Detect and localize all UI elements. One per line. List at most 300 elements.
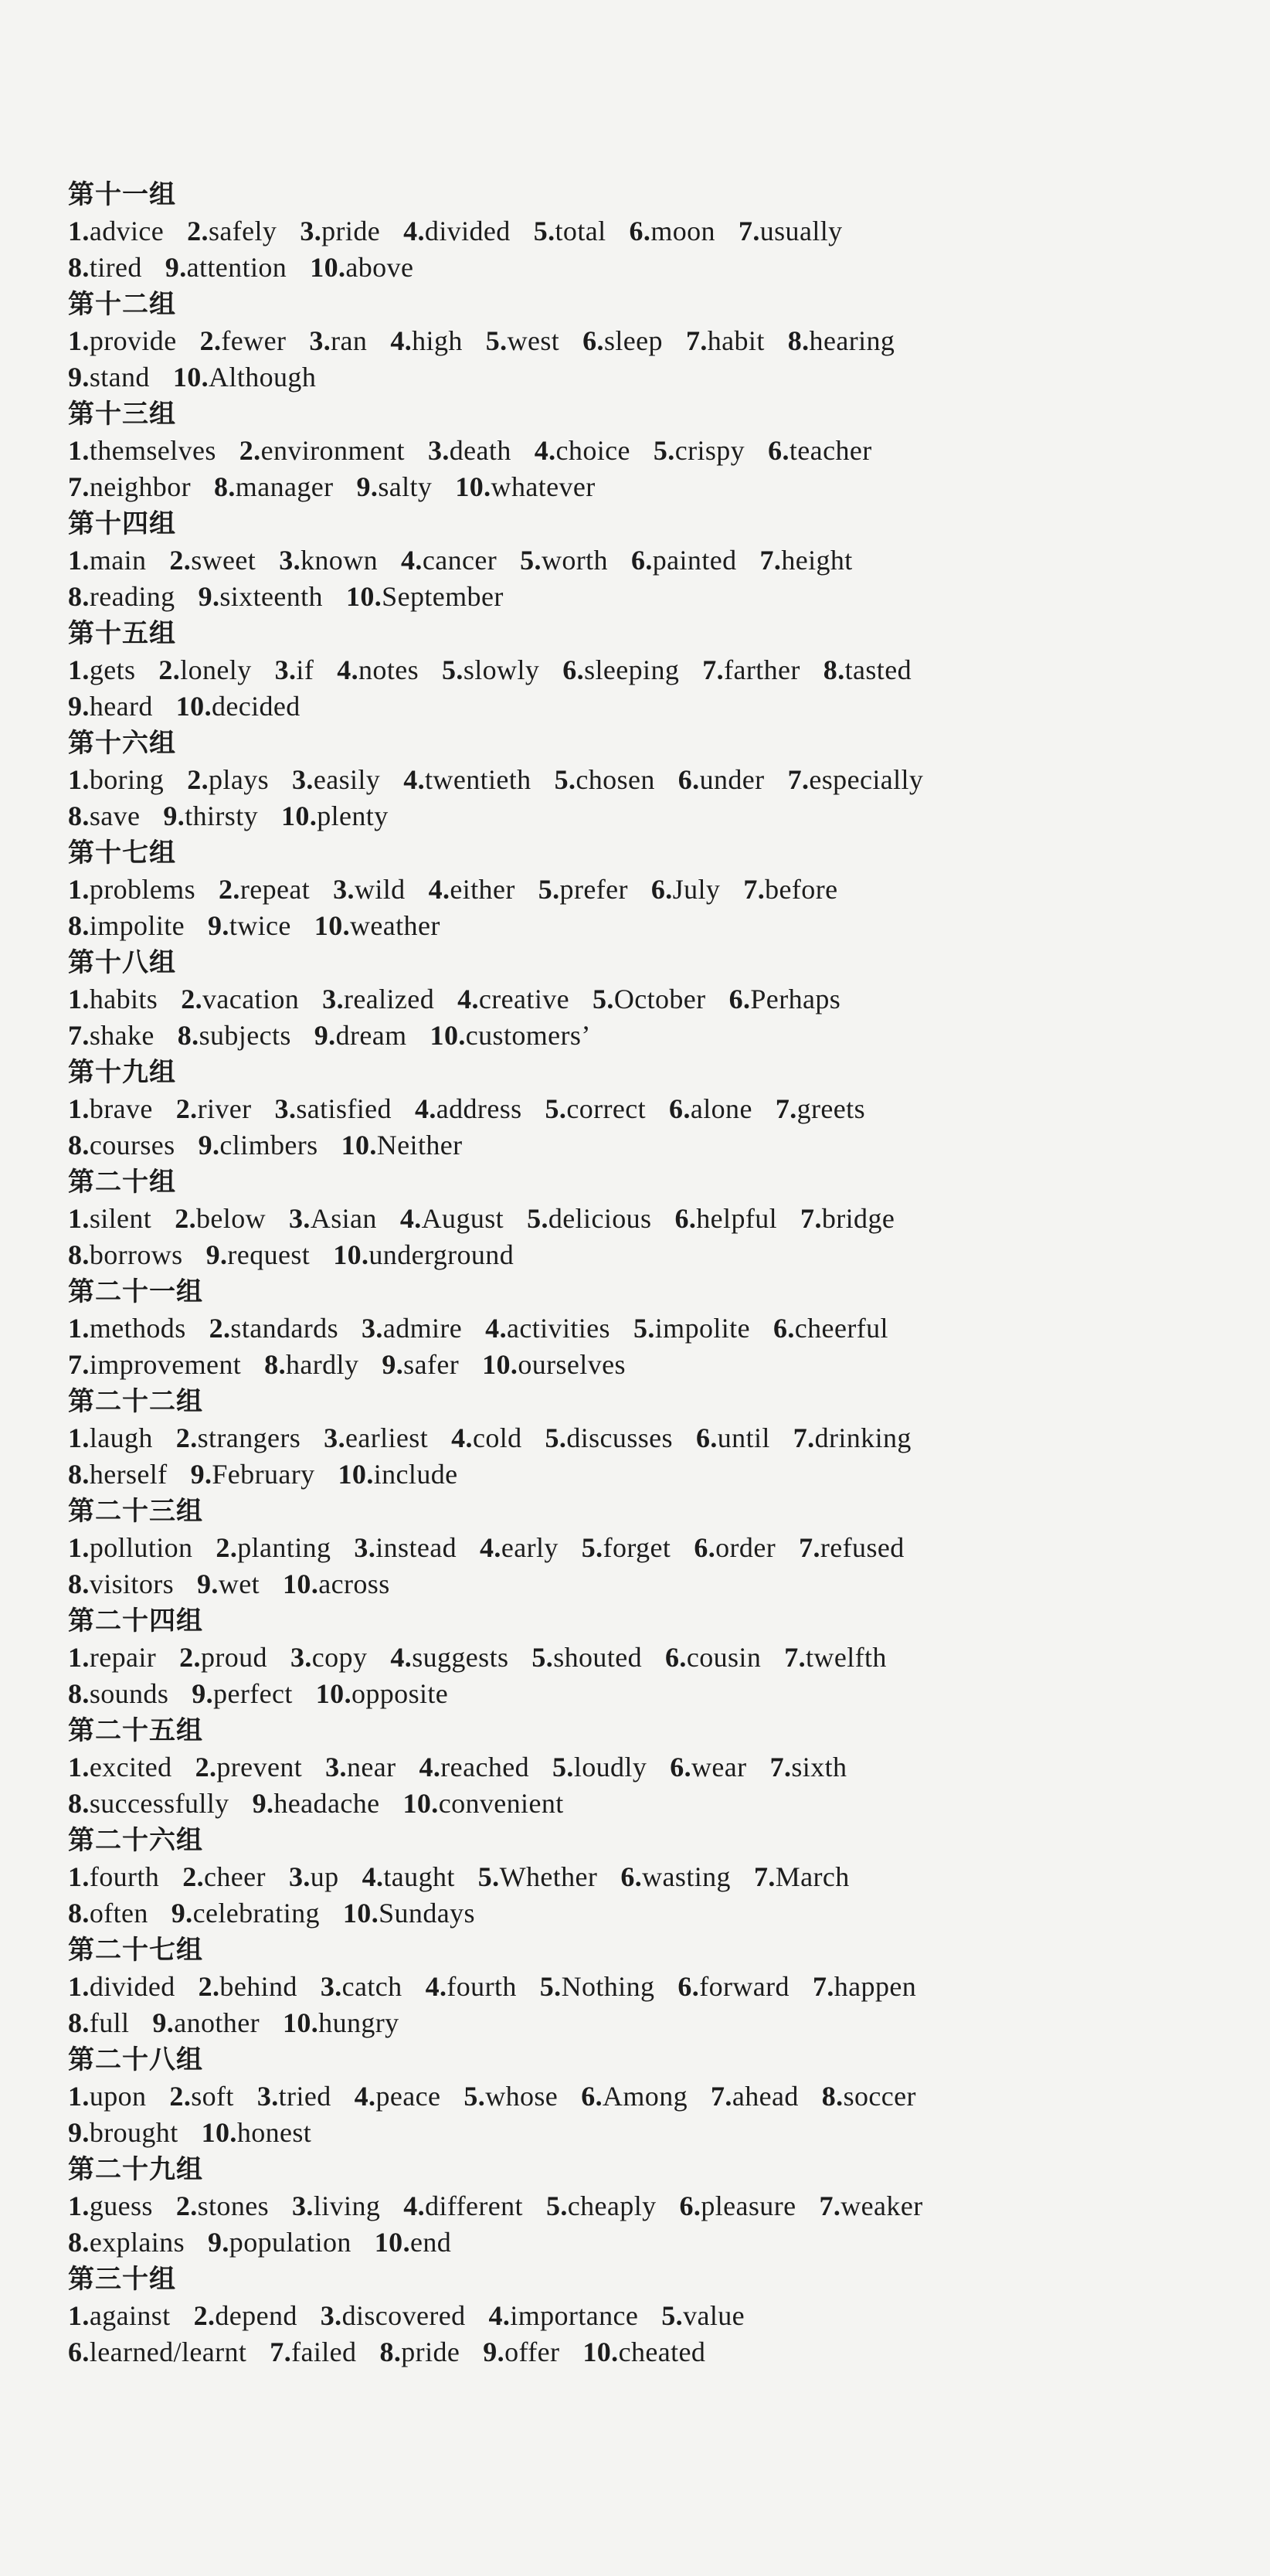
answer-number: 5. (442, 654, 464, 685)
answer-number: 7. (800, 1203, 822, 1234)
answer-number: 6. (677, 1971, 700, 2002)
answer-word: early (501, 1532, 559, 1563)
answer-word: save (89, 800, 141, 831)
answer-number: 8. (68, 1459, 90, 1490)
answer-number: 4. (485, 1313, 507, 1344)
answer-number: 10. (315, 1678, 351, 1709)
answer-item (455, 471, 595, 502)
answer-number: 4. (337, 654, 359, 685)
answer-item (206, 1239, 311, 1270)
answer-item (173, 362, 316, 393)
answer-item (773, 1313, 888, 1344)
answer-word: sounds (89, 1678, 169, 1709)
answer-item (403, 764, 531, 795)
answer-number: 4. (419, 1752, 441, 1782)
answer-word: living (313, 2190, 381, 2221)
answer-group (68, 286, 1219, 396)
answer-item (281, 800, 389, 831)
answer-item (68, 691, 153, 722)
answer-word: safely (208, 216, 277, 246)
answer-number: 8. (68, 1568, 90, 1599)
answer-item (788, 764, 924, 795)
answer-word: refused (820, 1532, 905, 1563)
answer-number: 2. (187, 764, 209, 795)
answer-item (169, 2081, 233, 2112)
answer-word: forward (699, 1971, 790, 2002)
answer-item (208, 2227, 351, 2258)
answer-word: salty (378, 471, 433, 502)
answer-group (68, 505, 1219, 615)
answer-item (822, 2081, 916, 2112)
answer-number: 2. (175, 1422, 198, 1453)
answer-item (485, 1313, 610, 1344)
answer-word: borrows (89, 1239, 183, 1270)
answer-line (68, 250, 1219, 286)
answer-number: 6. (582, 325, 604, 356)
answer-line (68, 981, 1219, 1018)
answer-item (68, 1532, 192, 1563)
answer-word: heard (89, 691, 153, 722)
answer-word: cheerful (794, 1313, 888, 1344)
answer-number: 9. (314, 1020, 336, 1051)
answer-item (68, 1239, 183, 1270)
answer-item (187, 216, 277, 246)
answer-number: 4. (403, 764, 426, 795)
answer-word: correct (566, 1093, 647, 1124)
answer-item (195, 1752, 303, 1782)
answer-number: 10. (282, 2007, 319, 2038)
group-heading: 第十四组 (68, 508, 176, 539)
answer-number: 1. (68, 325, 90, 356)
answer-word: underground (368, 1239, 514, 1270)
answer-word: offer (504, 2336, 560, 2367)
answer-line (68, 762, 1219, 798)
answer-item (239, 435, 405, 466)
answer-number: 6. (674, 1203, 697, 1234)
answer-word: main (89, 545, 147, 576)
answer-line (68, 1310, 1219, 1347)
answer-word: October (613, 984, 706, 1014)
answer-number: 2. (209, 1313, 231, 1344)
answer-word: Nothing (561, 1971, 655, 2002)
answer-word: thirsty (185, 800, 259, 831)
answer-line (68, 2188, 1219, 2224)
answer-word: delicious (548, 1203, 652, 1234)
answer-number: 6. (773, 1313, 795, 1344)
answer-item (176, 2190, 269, 2221)
answer-item (451, 1422, 521, 1453)
answer-number: 1. (68, 1971, 90, 2002)
answer-number: 4. (403, 216, 425, 246)
answer-item (289, 1203, 377, 1234)
answer-item (555, 764, 655, 795)
answer-line (68, 1347, 1219, 1383)
answer-word: especially (809, 764, 924, 795)
answer-item (68, 2227, 185, 2258)
answer-word: chosen (576, 764, 655, 795)
answer-line (68, 1127, 1219, 1164)
answer-item (264, 1349, 358, 1380)
answer-number: 9. (68, 691, 90, 722)
answer-number: 1. (68, 984, 90, 1014)
answer-word: opposite (351, 1678, 449, 1709)
answer-item (178, 1020, 291, 1051)
answer-word: visitors (89, 1568, 175, 1599)
answer-word: tasted (844, 654, 912, 685)
answer-number: 6. (562, 654, 585, 685)
answer-number: 10. (314, 910, 350, 941)
answer-number: 4. (390, 1642, 413, 1673)
answer-word: ahead (732, 2081, 799, 2112)
answer-item (68, 984, 158, 1014)
answer-word: activities (506, 1313, 610, 1344)
answer-word: farther (724, 654, 800, 685)
answer-item (403, 2190, 523, 2221)
answer-word: drinking (814, 1422, 912, 1453)
answer-item (442, 654, 539, 685)
answer-item (677, 1971, 790, 2002)
answer-word: helpful (696, 1203, 778, 1234)
answer-item (800, 1203, 895, 1234)
answer-item (321, 2300, 466, 2331)
answer-number: 7. (702, 654, 725, 685)
answer-item (582, 1532, 671, 1563)
answer-number: 8. (68, 1130, 90, 1161)
answer-word: another (174, 2007, 260, 2038)
answer-item (209, 1313, 338, 1344)
answer-item (382, 1349, 459, 1380)
answer-group (68, 1493, 1219, 1602)
answer-item (68, 581, 175, 612)
answer-number: 6. (629, 216, 651, 246)
answer-item (480, 1532, 559, 1563)
answer-item (403, 216, 511, 246)
answer-word: brave (89, 1093, 153, 1124)
answer-group (68, 944, 1219, 1054)
answer-line (68, 1786, 1219, 1822)
answer-item (654, 435, 745, 466)
answer-number: 1. (68, 764, 90, 795)
answer-number: 6. (768, 435, 790, 466)
answer-number: 5. (545, 1422, 567, 1453)
answer-word: habits (89, 984, 158, 1014)
answer-word: under (699, 764, 765, 795)
answer-item (68, 1678, 168, 1709)
answer-number: 9. (165, 252, 187, 283)
answer-number: 4. (425, 1971, 447, 2002)
answer-word: divided (424, 216, 511, 246)
answer-item (711, 2081, 799, 2112)
answer-number: 8. (68, 800, 90, 831)
answer-line (68, 2005, 1219, 2041)
answer-item (362, 1861, 455, 1892)
group-heading: 第二十一组 (68, 1276, 203, 1307)
answer-number: 9. (190, 1459, 212, 1490)
answer-item (322, 984, 434, 1014)
answer-number: 2. (239, 435, 261, 466)
answer-item (651, 874, 720, 905)
answer-item (768, 435, 872, 466)
answer-item (375, 2227, 451, 2258)
answer-group (68, 834, 1219, 944)
answer-word: loudly (573, 1752, 647, 1782)
answer-word: stones (197, 2190, 270, 2221)
answer-item (176, 1422, 301, 1453)
answer-number: 5. (477, 1861, 500, 1892)
answer-word: address (436, 1093, 522, 1124)
answer-item (219, 874, 310, 905)
answer-item (253, 1788, 380, 1819)
answer-item (68, 2117, 178, 2148)
answer-word: copy (311, 1642, 368, 1673)
answer-item (402, 1788, 563, 1819)
answer-number: 3. (290, 1642, 312, 1673)
answer-item (68, 2300, 171, 2331)
answer-word: boring (89, 764, 165, 795)
answer-line (68, 1969, 1219, 2005)
answer-group (68, 1932, 1219, 2041)
answer-number: 4. (457, 984, 479, 1014)
answer-item (678, 764, 765, 795)
answer-item (68, 1971, 175, 2002)
answer-word: alone (690, 1093, 752, 1124)
answer-item (279, 545, 378, 576)
answer-item (776, 1093, 865, 1124)
answer-number: 3. (324, 1422, 345, 1453)
answer-word: neighbor (89, 471, 191, 502)
answer-number: 5. (520, 545, 542, 576)
answer-number: 3. (279, 545, 301, 576)
answer-item (68, 1313, 186, 1344)
answer-word: prevent (216, 1752, 303, 1782)
answer-number: 9. (152, 2007, 175, 2038)
answer-word: sixteenth (219, 581, 323, 612)
answer-word: failed (291, 2336, 357, 2367)
group-heading: 第二十九组 (68, 2154, 203, 2185)
answer-item (661, 2300, 745, 2331)
answer-number: 8. (68, 1788, 90, 1819)
answer-line (68, 1749, 1219, 1786)
answer-word: moon (650, 216, 715, 246)
answer-word: upon (89, 2081, 147, 2112)
answer-number: 10. (582, 2336, 619, 2367)
answer-item (68, 362, 150, 393)
answer-number: 8. (823, 654, 845, 685)
answer-item (343, 1898, 475, 1929)
answer-number: 10. (172, 362, 209, 393)
answer-item (357, 471, 433, 502)
answer-item (562, 654, 679, 685)
answer-item (520, 545, 608, 576)
answer-number: 8. (213, 471, 236, 502)
answer-item (355, 2081, 441, 2112)
answer-line (68, 1566, 1219, 1602)
answer-word: convenient (438, 1788, 564, 1819)
answer-word: different (425, 2190, 523, 2221)
answer-group (68, 615, 1219, 725)
answer-item (290, 1642, 367, 1673)
answer-item (552, 1752, 647, 1782)
answer-word: if (296, 654, 314, 685)
answer-item (202, 2117, 312, 2148)
answer-item (400, 1203, 504, 1234)
answer-number: 10. (338, 1459, 374, 1490)
answer-word: celebrating (192, 1898, 320, 1929)
answer-item (200, 325, 287, 356)
answer-word: usually (759, 216, 843, 246)
answer-number: 5. (545, 1093, 567, 1124)
answer-number: 3. (292, 764, 314, 795)
answer-word: fourth (447, 1971, 517, 2002)
answer-line (68, 872, 1219, 908)
answer-number: 10. (374, 2227, 410, 2258)
answer-word: river (197, 1093, 252, 1124)
answer-number: 1. (68, 2300, 90, 2331)
answer-number: 8. (68, 1239, 90, 1270)
answer-number: 9. (382, 1349, 404, 1380)
answer-number: 5. (633, 1313, 655, 1344)
answer-word: weaker (840, 2190, 923, 2221)
answer-word: ourselves (518, 1349, 626, 1380)
group-heading: 第十一组 (68, 179, 176, 210)
answer-word: behind (219, 1971, 297, 2002)
answer-item (214, 471, 334, 502)
answer-number: 7. (270, 2336, 292, 2367)
answer-item (333, 874, 405, 905)
answer-word: peace (375, 2081, 441, 2112)
answer-word: herself (89, 1459, 168, 1490)
answer-number: 5. (531, 1642, 554, 1673)
answer-item (333, 1239, 514, 1270)
answer-item (680, 2190, 796, 2221)
answer-number: 2. (158, 654, 181, 685)
answer-number: 9. (198, 581, 220, 612)
answer-number: 7. (759, 545, 782, 576)
answer-number: 5. (581, 1532, 603, 1563)
answer-word: explains (89, 2227, 185, 2258)
answer-line (68, 798, 1219, 834)
answer-item (337, 654, 419, 685)
answer-word: near (346, 1752, 396, 1782)
answer-word: Perhaps (750, 984, 841, 1014)
answer-number: 3. (320, 1971, 342, 2002)
answer-group (68, 1054, 1219, 1164)
group-heading: 第十八组 (68, 947, 176, 978)
answer-item (68, 1130, 175, 1161)
answer-item (390, 1642, 508, 1673)
answer-item (68, 1459, 168, 1490)
answer-number: 8. (787, 325, 810, 356)
answer-number: 9. (205, 1239, 228, 1270)
answer-word: west (507, 325, 560, 356)
answer-item (813, 1971, 916, 2002)
answer-item (187, 764, 269, 795)
answer-word: hardly (285, 1349, 359, 1380)
answer-item (68, 1568, 174, 1599)
answer-item (163, 800, 258, 831)
answer-line (68, 1420, 1219, 1456)
answer-line (68, 1237, 1219, 1273)
answer-group (68, 1164, 1219, 1273)
answer-number: 1. (68, 435, 90, 466)
answer-word: end (409, 2227, 452, 2258)
answer-number: 2. (169, 2081, 192, 2112)
answer-number: 8. (264, 1349, 286, 1380)
answer-number: 9. (68, 2117, 90, 2148)
answer-word: value (683, 2300, 745, 2331)
answer-item (674, 1203, 777, 1234)
answer-item (197, 1568, 260, 1599)
answer-item (208, 910, 291, 941)
answer-item (169, 545, 256, 576)
answer-number: 4. (354, 2081, 376, 2112)
answer-number: 9. (192, 1678, 214, 1709)
answer-number: 10. (430, 1020, 466, 1051)
answer-word: creative (478, 984, 570, 1014)
answer-word: weather (350, 910, 440, 941)
answer-item (68, 435, 216, 466)
answer-number: 9. (68, 362, 90, 393)
answer-number: 7. (799, 1532, 820, 1563)
answer-word: strangers (197, 1422, 301, 1453)
answer-word: reached (440, 1752, 529, 1782)
answer-word: greets (796, 1093, 865, 1124)
answer-word: wear (691, 1752, 747, 1782)
answer-word: catch (341, 1971, 402, 2002)
group-heading: 第二十三组 (68, 1496, 203, 1527)
answer-word: sixth (791, 1752, 847, 1782)
answer-number: 5. (661, 2300, 684, 2331)
answer-item (68, 874, 195, 905)
answer-number: 7. (68, 1020, 90, 1051)
answer-word: fewer (221, 325, 287, 356)
answer-number: 8. (68, 1898, 90, 1929)
answer-word: high (412, 325, 463, 356)
answer-word: headache (273, 1788, 380, 1819)
answer-word: taught (383, 1861, 455, 1892)
answer-word: teacher (789, 435, 872, 466)
answer-number: 1. (68, 1203, 90, 1234)
answer-word: hearing (809, 325, 895, 356)
answer-group (68, 1383, 1219, 1493)
answer-item (68, 800, 140, 831)
answer-word: pride (401, 2336, 460, 2367)
answer-number: 1. (68, 1532, 90, 1563)
answer-word: vacation (202, 984, 300, 1014)
answer-word: laugh (89, 1422, 153, 1453)
answer-word: prefer (559, 874, 628, 905)
answer-number: 5. (552, 1752, 574, 1782)
answer-item (314, 910, 440, 941)
answer-number: 8. (68, 1678, 90, 1709)
answer-item (199, 581, 323, 612)
answer-word: until (717, 1422, 770, 1453)
answer-word: wild (354, 874, 406, 905)
answer-word: dream (335, 1020, 407, 1051)
answer-number: 10. (175, 691, 212, 722)
answer-word: excited (89, 1752, 172, 1782)
answer-word: bridge (821, 1203, 895, 1234)
answer-number: 7. (819, 2190, 841, 2221)
group-heading: 第三十组 (68, 2264, 176, 2295)
answer-word: gets (89, 654, 136, 685)
answer-word: plays (209, 764, 270, 795)
answer-number: 10. (482, 1349, 518, 1380)
answer-number: 6. (669, 1093, 691, 1124)
answer-number: 8. (68, 910, 90, 941)
answer-number: 3. (274, 654, 297, 685)
answer-number: 1. (68, 1422, 90, 1453)
